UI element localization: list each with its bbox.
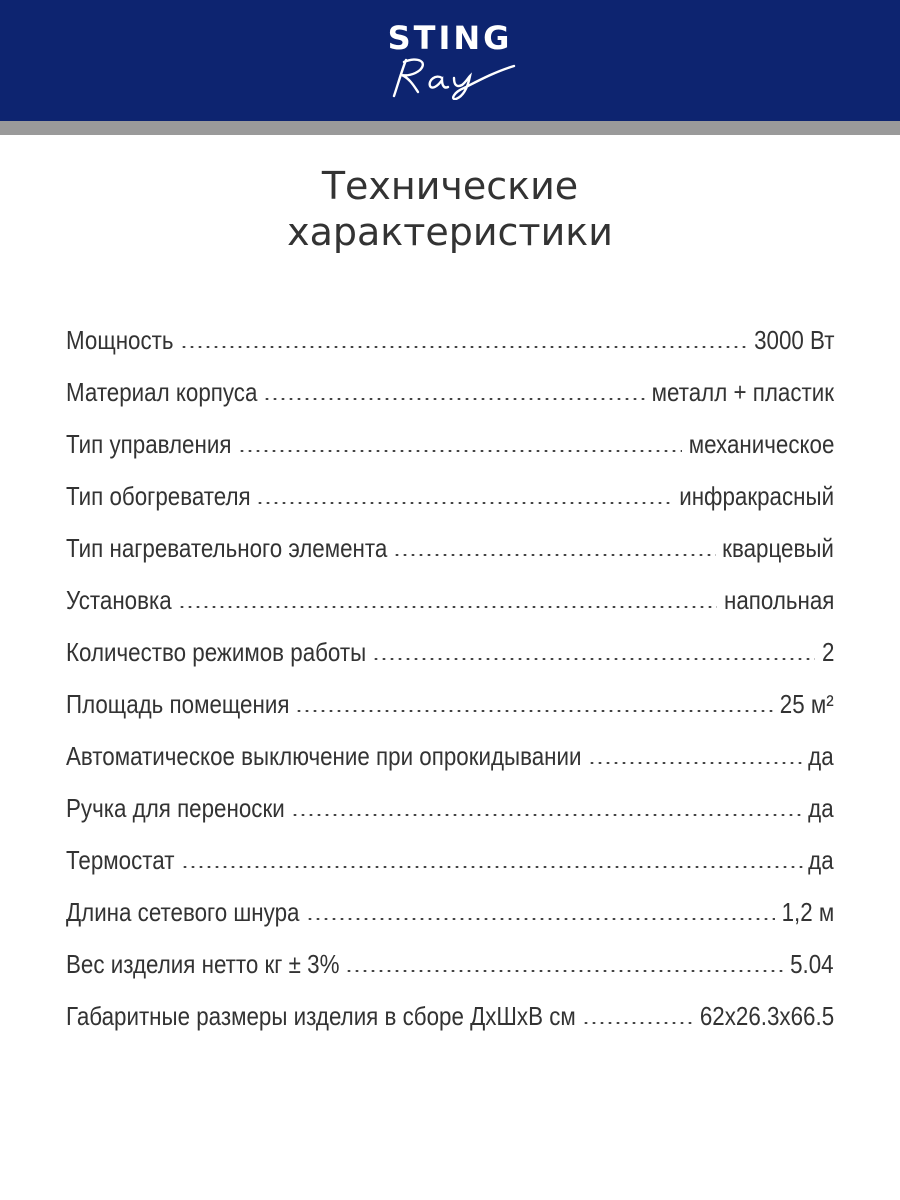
spec-value: да: [808, 793, 834, 823]
spec-row: [66, 574, 834, 626]
spec-value: 62x26.3x66.5: [699, 1001, 834, 1031]
spec-row: [66, 730, 834, 782]
spec-value: 1,2 м: [781, 897, 834, 927]
spec-label: Термостат: [66, 845, 175, 875]
dot-leader: [588, 762, 803, 764]
dot-leader: [263, 398, 646, 400]
spec-value: 25 м²: [780, 689, 834, 719]
dot-leader: [306, 918, 775, 920]
dot-leader: [178, 606, 718, 608]
spec-row: [66, 782, 834, 834]
dot-leader: [345, 970, 784, 972]
spec-row: [66, 938, 834, 990]
spec-list: [66, 314, 834, 1042]
header-stripe: [0, 121, 900, 135]
spec-row: [66, 470, 834, 522]
spec-label: Установка: [66, 585, 172, 615]
spec-label: Длина сетевого шнура: [66, 897, 300, 927]
spec-label: Площадь помещения: [66, 689, 290, 719]
spec-label: Мощность: [66, 325, 174, 355]
brand-name: STING: [387, 19, 513, 57]
spec-label: Тип нагревательного элемента: [66, 533, 388, 563]
spec-label: Тип управления: [66, 429, 232, 459]
spec-row: [66, 834, 834, 886]
spec-value: да: [808, 741, 834, 771]
spec-value: металл + пластик: [651, 377, 834, 407]
dot-leader: [295, 710, 774, 712]
brand-logo: [0, 18, 900, 58]
dot-leader: [393, 554, 716, 556]
brand-script-logo: [384, 54, 518, 100]
spec-label: Количество режимов работы: [66, 637, 367, 667]
dot-leader: [291, 814, 803, 816]
spec-row: [66, 678, 834, 730]
dot-leader: [180, 346, 748, 348]
spec-label: Ручка для переноски: [66, 793, 285, 823]
spec-value: напольная: [723, 585, 834, 615]
spec-label: Автоматическое выключение при опрокидывании: [66, 741, 582, 771]
spec-value: 3000 Вт: [753, 325, 834, 355]
spec-value: кварцевый: [722, 533, 834, 563]
spec-row: [66, 314, 834, 366]
spec-row: [66, 886, 834, 938]
dot-leader: [582, 1022, 694, 1024]
spec-row: [66, 990, 834, 1042]
page-title-line-2: характеристики: [287, 210, 613, 254]
spec-value: механическое: [688, 429, 834, 459]
page-title: [0, 163, 900, 255]
spec-value: инфракрасный: [679, 481, 834, 511]
spec-row: [66, 366, 834, 418]
spec-row: [66, 626, 834, 678]
spec-label: Габаритные размеры изделия в сборе ДхШхВ см: [66, 1001, 576, 1031]
dot-leader: [238, 450, 682, 452]
spec-label: Тип обогревателя: [66, 481, 251, 511]
page-title-line-1: Технические: [321, 164, 579, 208]
spec-value: 5.04: [790, 949, 834, 979]
dot-leader: [372, 658, 815, 660]
spec-row: [66, 522, 834, 574]
dot-leader: [181, 866, 803, 868]
spec-value: да: [808, 845, 834, 875]
spec-label: Вес изделия нетто кг ± 3%: [66, 949, 340, 979]
spec-value: 2: [821, 637, 834, 667]
dot-leader: [256, 502, 673, 504]
spec-label: Материал корпуса: [66, 377, 258, 407]
spec-row: [66, 418, 834, 470]
